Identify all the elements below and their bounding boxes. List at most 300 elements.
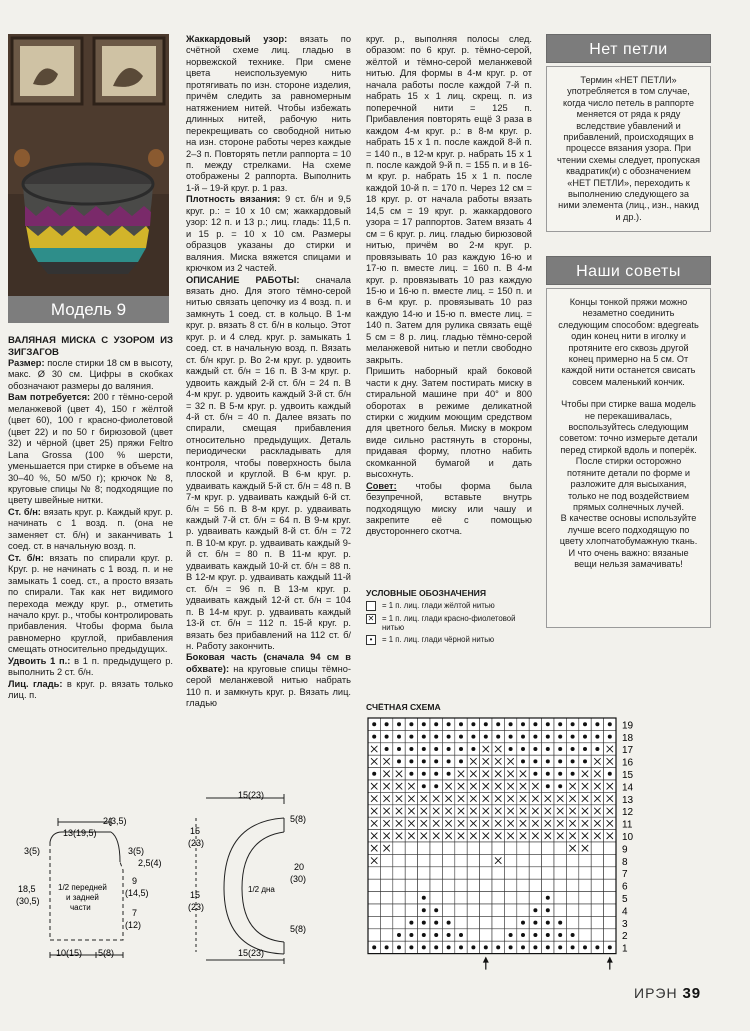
black-stitch — [533, 945, 537, 949]
dim-left-1: 15 — [190, 826, 201, 836]
size-text: после стирки 18 см в высоту, макс. Ø 30 см. Цифры в скобках обозначают размеры до валяния. — [8, 358, 173, 391]
jacquard-text: вязать по счётной схеме лиц. гладью в норвежской технике. При смене цвета неиспользуемую нить протягивать по изн. стороне изделия, причём следить за равномерным натяжением нитей. Чтобы избежать длинных нитей, рабочую нить перекрещивать со свободной нитью на изн. стороне работы через каждые 2–3 п. Повторять петли раппорта = 10 п. между стрелками. На схеме отображены 2 раппорта. Выполнить 1-й – 19-й круг. р. 1 раз. — [186, 34, 351, 193]
black-stitch — [546, 759, 550, 763]
black-stitch — [422, 759, 426, 763]
chart-cell — [579, 854, 591, 866]
black-stitch — [558, 747, 562, 751]
chart-cell — [480, 916, 492, 928]
black-stitch — [422, 945, 426, 949]
black-stitch — [521, 735, 525, 739]
black-stitch — [409, 747, 413, 751]
chart-cell — [579, 904, 591, 916]
chart-cell — [492, 904, 504, 916]
black-stitch — [459, 747, 463, 751]
chart-cell — [579, 892, 591, 904]
dim-right-2: 20 — [294, 862, 305, 872]
dim-left-1b: (23) — [188, 838, 205, 848]
chart-cell — [467, 854, 479, 866]
legend-item — [366, 601, 536, 611]
black-stitch — [558, 735, 562, 739]
black-stitch — [372, 945, 376, 949]
tips-header: Наши советы — [546, 256, 711, 285]
black-stitch — [546, 772, 550, 776]
black-stitch — [447, 747, 451, 751]
chart-cell — [566, 916, 578, 928]
instructions-label: ОПИСАНИЕ РАБОТЫ: — [186, 274, 300, 285]
chart-cell — [566, 904, 578, 916]
black-stitch — [397, 735, 401, 739]
legend-item-text: = 1 п. лиц. глади красно-фиолетовой нитью — [382, 614, 516, 632]
row-number: 6 — [622, 881, 628, 893]
chart-cell — [455, 867, 467, 879]
chart-cell — [442, 842, 454, 854]
chart-cell — [380, 879, 392, 891]
chart-cell — [579, 929, 591, 941]
chart-cell — [542, 867, 554, 879]
dim-right-1: 5(8) — [290, 814, 307, 824]
chart-cell — [455, 916, 467, 928]
black-stitch — [509, 945, 513, 949]
black-stitch — [546, 933, 550, 937]
bottom-label: 1/2 дна — [248, 885, 275, 894]
chart-cell — [554, 904, 566, 916]
row-number: 4 — [622, 906, 628, 918]
finishing-text: Пришить наборный край боковой части к дну. Затем постирать миску в стиральной машине при 40° и 800 оборотах в режиме деликатной стирки с жидким моющим средством для цветного белья. Миску в мокром виде сильно растянуть в стороны, придавая форму, плотно набить скомканной бумагой и дать высохнуть. — [366, 366, 532, 480]
black-stitch — [595, 722, 599, 726]
chart-cell — [442, 879, 454, 891]
black-stitch — [397, 945, 401, 949]
black-stitch — [533, 747, 537, 751]
dim-width: 13(19,5) — [63, 828, 97, 838]
black-stitch — [583, 945, 587, 949]
dim-bottom-1: 10(15) — [56, 948, 83, 958]
tip-3: В качестве основы используйте лучше всего подходящую по цвету хлопчатобумажную ткань. И что очень важно: вязаные вещи нельзя замачивать! — [559, 513, 698, 569]
black-stitch — [422, 784, 426, 788]
chart-cell — [368, 916, 380, 928]
side-schematic — [8, 810, 178, 960]
chart-cell — [529, 892, 541, 904]
black-stitch — [521, 945, 525, 949]
dim-right-2b: (30) — [290, 874, 307, 884]
legend — [366, 588, 536, 648]
chart-cell — [517, 854, 529, 866]
chart-cell — [455, 904, 467, 916]
black-stitch — [434, 735, 438, 739]
chart-cell — [566, 867, 578, 879]
chart-cell — [405, 854, 417, 866]
dim-bottom-2: 5(8) — [98, 948, 115, 958]
chart-cell — [492, 929, 504, 941]
chart-cell — [579, 916, 591, 928]
chart-cell — [368, 879, 380, 891]
chart-cell — [368, 904, 380, 916]
chart-cell — [579, 867, 591, 879]
chart-cell — [529, 879, 541, 891]
black-stitch — [484, 722, 488, 726]
black-stitch — [558, 722, 562, 726]
black-stitch — [397, 933, 401, 937]
black-stitch — [447, 722, 451, 726]
schematic-label-2: и задней — [66, 893, 99, 902]
black-stitch — [385, 945, 389, 949]
black-stitch — [397, 759, 401, 763]
chart-cell — [480, 879, 492, 891]
black-stitch — [509, 722, 513, 726]
counting-chart — [366, 716, 656, 976]
black-stitch — [471, 735, 475, 739]
row-number: 15 — [622, 770, 634, 781]
chart-cell — [517, 904, 529, 916]
dim-right-top: 3(5) — [128, 846, 145, 856]
side-part-continued: круг. р., выполняя полосы след. образом: по 6 круг. р. тёмно-серой, жёлтой и тёмно-серой меланжевой нитью. Для формы в 4-м круг. р. от начала работы после каждой 7-й п. набрать 15 х 1 лиц. скрещ. п. из поперечной нити = 125 п. Прибавления повторять ещё 3 раза в каждом 4-м круг. р.: в 8-м круг. р. набрать 15 х 1 п. после каждой 8-й п. = 140 п., в 12-м круг. р. набрать 15 х 1 п. после каждой 9-й п. = 155 п. и в 16-м круг. р. набрать 15 х 1 п. после каждой 10-й п. = 170 п. Через 12 см = 18 круг. р. от начала работы вязать 14,5 см = 19 круг. р. жаккардового узора = 17 раппортов. Затем вязать 4 см = 6 круг. р. лиц. гладью бирюзовой нитью, причём во 2-м круг. р. провязывать 10 раз каждую 16-ю и 17-ю п. вместе лиц. = 160 п. В 4-м круг. р. провязывать 10 раз каждую 15-ю и 16-ю п. вместе лиц. = 150 п. и в 6-м круг. р. провязывать 10 раз каждую 14-ю и 15-ю п. вместе лиц. = 140 п. Затем для рулика связать ещё 5 см = 8 р. лиц. гладью тёмно-серой меланжевой нитью и петли свободно закрыть. — [366, 34, 532, 365]
stockinette-label: Лиц. гладь: — [8, 678, 63, 689]
chart-cell — [591, 892, 603, 904]
black-stitch — [471, 722, 475, 726]
black-stitch — [422, 722, 426, 726]
black-stitch — [422, 772, 426, 776]
chart-cell — [504, 867, 516, 879]
black-stitch — [496, 722, 500, 726]
black-stitch — [422, 908, 426, 912]
chart-cell — [467, 842, 479, 854]
gauge-text: 9 ст. б/н и 9,5 круг. р.: = 10 х 10 см; жаккардовый узор: 12 п. и 13 р.; лиц. гладь: 11,5 п. и 15 р. = 10 х 10 см. Размеры образцов указаны до стирки и валяния. Миска вяжется спицами и крючком из 2 частей. — [186, 194, 352, 274]
dim-height: 18,5 — [18, 884, 36, 894]
black-stitch — [422, 896, 426, 900]
column-1 — [8, 335, 173, 702]
page-number: 39 — [682, 985, 702, 1002]
dim-mid-2: (14,5) — [125, 888, 149, 898]
chart-cell — [579, 879, 591, 891]
chart-cell — [430, 879, 442, 891]
black-stitch — [533, 933, 537, 937]
chart-cell — [554, 842, 566, 854]
chart-cell — [517, 867, 529, 879]
black-stitch — [471, 945, 475, 949]
chart-cell — [430, 892, 442, 904]
black-stitch — [447, 772, 451, 776]
chart-cell — [418, 842, 430, 854]
black-stitch — [397, 722, 401, 726]
chart-cell — [380, 892, 392, 904]
cross-cell-icon: ✕ — [367, 614, 375, 623]
chart-cell — [492, 842, 504, 854]
black-stitch — [372, 772, 376, 776]
row-number: 14 — [622, 782, 634, 794]
chart-title: СЧЁТНАЯ СХЕМА — [366, 702, 441, 712]
chart-cell — [442, 904, 454, 916]
black-stitch — [409, 772, 413, 776]
black-stitch — [546, 921, 550, 925]
row-number: 9 — [622, 844, 628, 856]
row-number: 10 — [622, 832, 634, 843]
dim-height-2: (30,5) — [16, 896, 40, 906]
chart-cell — [467, 892, 479, 904]
chart-cell — [480, 929, 492, 941]
chart-cell — [393, 904, 405, 916]
chart-cell — [480, 842, 492, 854]
size-label: Размер: — [8, 358, 45, 368]
chart-cell — [480, 867, 492, 879]
black-stitch — [546, 945, 550, 949]
black-stitch — [434, 772, 438, 776]
chart-cell — [604, 879, 616, 891]
no-stitch-header: Нет петли — [546, 34, 711, 63]
instructions-text: сначала вязать дно. Для этого тёмно-серой нитью связать цепочку из 4 возд. п. и замкнуть 1 соед. ст. в кольцо. В 1-м круг. р. вязать 8 ст. б/н в кольцо. Этот круг. р. и 4 след. круг. р. замыкать 1 соед. ст. в начальную возд. п. Вязать ст. б/н круг. р. Во 2-м круг. р. удвоить каждый ст. б/н = 16 п. В 3-м круг. р. удвоить каждый 2-й ст. б/н = 24 п. В 4-м круг. р. удвоить каждый 3-й ст. б/н = 32 п. В 5-м круг. р. удвоить каждый 4-й ст. б/н = 40 п. Далее вязать по спирали, смещая прибавления относительно предыдущих. Деталь периодически раскладывать для контроля, чтобы поверхность была плоской и круглой. В 6-м круг. р. удваивать каждый 5-й ст. б/н = 48 п. В 7-м круг. р. удваивать каждый 6-й ст. б/н = 56 п. В 8-м круг. р. удваивать каждый 7-й ст. б/н = 64 п. В 9-м круг. р. удваивать каждый 8-й ст. б/н = 72 п. В 10-м круг. р. удваивать каждый 9-й ст. б/н = 80 п. В 11-м круг. р. удваивать каждый 10-й ст. б/н = 88 п. В 12-м круг. р. удваивать каждый 11-й ст. б/н = 96 п. В 13-м круг. р. удваивать каждый 12-й ст. б/н = 104 п. В 14-м круг. р. удваивать каждый 13-й ст. б/н = 112 п. 15-й круг. р. вязать без прибавлений на 112 ст. б/н. Работу закончить. — [186, 274, 351, 652]
row-number: 3 — [622, 918, 628, 930]
chart-cell — [380, 916, 392, 928]
repeat-arrowhead — [483, 957, 489, 963]
chart-cell — [393, 916, 405, 928]
black-stitch — [571, 945, 575, 949]
chart-cell — [467, 867, 479, 879]
chart-cell — [405, 842, 417, 854]
row-number: 13 — [622, 794, 634, 806]
chart-cell — [418, 879, 430, 891]
row-number: 19 — [622, 720, 634, 732]
dim-top: 15(23) — [238, 790, 265, 800]
chart-cell — [467, 929, 479, 941]
chart-cell — [554, 867, 566, 879]
chart-cell — [504, 879, 516, 891]
chart-cell — [591, 854, 603, 866]
black-stitch — [571, 747, 575, 751]
chart-cell — [380, 904, 392, 916]
chart-cell — [442, 854, 454, 866]
black-stitch — [434, 747, 438, 751]
chart-cell — [467, 904, 479, 916]
sc-spiral-text: вязать по спирали круг. р. Круг. р. не начинать с 1 возд. п. и не замыкать 1 соед. ст., а просто вязать по спирали. Так как нет видимого перехода между круг. р., отметить начало круг. р., чтобы контролировать прибавления. Чтобы форма была равномерно круглой, прибавления смещать относительно предыдущих. — [8, 552, 174, 655]
black-stitch — [496, 945, 500, 949]
black-stitch — [471, 747, 475, 751]
repeat-arrowhead — [607, 957, 613, 963]
chart-cell — [492, 867, 504, 879]
black-stitch — [533, 772, 537, 776]
chart-cell — [368, 867, 380, 879]
materials-label: Вам потребуется: — [8, 392, 91, 403]
article-title: ВАЛЯНАЯ МИСКА С УЗОРОМ ИЗ ЗИГЗАГОВ — [8, 335, 173, 358]
schematic-label: 1/2 передней — [58, 883, 107, 892]
sc-label: Ст. б/н: — [8, 506, 41, 517]
black-stitch — [459, 722, 463, 726]
sc-spiral-label: Ст. б/н: — [8, 552, 44, 563]
black-stitch — [558, 945, 562, 949]
column-3 — [366, 34, 532, 538]
tip-label: Совет: — [366, 480, 397, 491]
chart-cell — [566, 879, 578, 891]
jacquard-label: Жаккардовый узор: — [186, 34, 288, 44]
dim-mid: 9 — [132, 876, 138, 886]
page-footer — [634, 985, 701, 1002]
black-stitch — [422, 735, 426, 739]
black-stitch — [434, 722, 438, 726]
dim-right-3: 5(8) — [290, 924, 307, 934]
black-stitch — [533, 722, 537, 726]
black-stitch — [409, 759, 413, 763]
chart-cell — [480, 892, 492, 904]
chart-cell — [591, 916, 603, 928]
black-stitch — [533, 908, 537, 912]
legend-item-text: = 1 п. лиц. глади жёлтой нитью — [382, 601, 495, 610]
dim-right-2: 2,5(4) — [138, 858, 162, 868]
black-stitch — [509, 735, 513, 739]
black-stitch — [558, 784, 562, 788]
row-number: 16 — [622, 757, 634, 769]
bowl-illustration — [8, 34, 169, 323]
black-stitch — [409, 945, 413, 949]
black-stitch — [583, 747, 587, 751]
black-stitch — [409, 921, 413, 925]
black-stitch — [546, 784, 550, 788]
chart-cell — [393, 892, 405, 904]
chart-cell — [517, 892, 529, 904]
chart-cell — [455, 854, 467, 866]
chart-cell — [467, 879, 479, 891]
black-stitch — [546, 722, 550, 726]
chart-cell — [591, 842, 603, 854]
chart-cell — [418, 867, 430, 879]
black-stitch — [521, 759, 525, 763]
black-stitch — [608, 772, 612, 776]
chart-cell — [529, 842, 541, 854]
chart-cell — [467, 916, 479, 928]
empty-cell-icon — [366, 601, 376, 611]
chart-cell — [604, 867, 616, 879]
chart-cell — [604, 854, 616, 866]
chart-cell — [455, 842, 467, 854]
black-stitch — [434, 921, 438, 925]
chart-cell — [604, 892, 616, 904]
dim-right-low-2: (12) — [125, 920, 142, 930]
black-stitch — [409, 722, 413, 726]
black-stitch — [385, 735, 389, 739]
chart-cell — [591, 867, 603, 879]
black-stitch — [521, 933, 525, 937]
row-number: 2 — [622, 931, 628, 943]
chart-cell — [430, 842, 442, 854]
chart-cell — [517, 842, 529, 854]
chart-cell — [442, 892, 454, 904]
gauge-label: Плотность вязания: — [186, 194, 281, 205]
chart-cell — [566, 854, 578, 866]
black-stitch — [546, 896, 550, 900]
dim-top: 2(3,5) — [103, 816, 127, 826]
black-stitch — [571, 933, 575, 937]
black-stitch — [533, 921, 537, 925]
black-stitch — [558, 759, 562, 763]
row-number: 8 — [622, 856, 628, 868]
tip-text: чтобы форма была безупречной, вставьте внутрь подходящую миску или чашу и закрепите её с помощью двустороннего скотча. — [366, 480, 532, 537]
black-stitch — [533, 759, 537, 763]
chart-cell — [554, 854, 566, 866]
chart-cell — [405, 879, 417, 891]
black-stitch — [558, 772, 562, 776]
chart-cell — [442, 867, 454, 879]
dim-left-top: 3(5) — [24, 846, 41, 856]
chart-cell — [504, 842, 516, 854]
tips-box — [546, 288, 711, 628]
model-photo — [8, 34, 169, 323]
tip-2: Чтобы при стирке ваша модель не перекашивалась, воспользуйтесь следующим советом: точно измерьте детали перед стиркой вдоль и поперёк. После стирки осторожно потяните детали по форме и разложите для высыхания, только не под воздействием прямых солнечных лучей. — [559, 399, 698, 512]
black-stitch — [595, 747, 599, 751]
black-stitch — [583, 759, 587, 763]
chart-cell — [504, 854, 516, 866]
black-stitch — [496, 735, 500, 739]
chart-cell — [380, 929, 392, 941]
black-stitch — [447, 921, 451, 925]
chart-cell — [504, 916, 516, 928]
tip-1: Концы тонкой пряжи можно незаметно соединить следующим способом: вдеgreatь один конец нити в иголку и протяните его сквозь другой конец примерно на 5 см. От каждой нити останется свисать совсем маленький кончик. — [558, 297, 699, 387]
chart-cell — [591, 879, 603, 891]
chart-cell — [418, 854, 430, 866]
chart-cell — [455, 892, 467, 904]
chart-cell — [455, 879, 467, 891]
black-stitch — [372, 722, 376, 726]
stockinette-text: в круг. р. вязать только лиц. п. — [8, 678, 173, 701]
black-stitch — [484, 735, 488, 739]
black-stitch — [571, 735, 575, 739]
black-stitch — [583, 722, 587, 726]
sc-text: вязать круг. р. Каждый круг. р. начинать с 1 возд. п. (она не заменяет ст. б/н) и заканчивать 1 соед. ст. в начальную возд. п. — [8, 506, 173, 552]
black-stitch — [484, 945, 488, 949]
chart-cell — [554, 879, 566, 891]
black-stitch — [546, 735, 550, 739]
brand: ИРЭН — [634, 985, 678, 1001]
black-stitch — [422, 933, 426, 937]
chart-cell — [405, 892, 417, 904]
row-number: 18 — [622, 732, 634, 744]
side-part-label: Боковая часть (сначала 94 см в обхвате): — [186, 652, 351, 674]
chart-cell — [529, 854, 541, 866]
black-stitch — [521, 722, 525, 726]
dim-left-2: 15 — [190, 890, 201, 900]
increase-label: Удвоить 1 п.: — [8, 655, 71, 666]
schematic-label-3: части — [70, 903, 91, 912]
chart-cell — [604, 929, 616, 941]
chart-cell — [604, 916, 616, 928]
black-stitch — [447, 759, 451, 763]
black-stitch — [459, 945, 463, 949]
black-stitch — [422, 921, 426, 925]
dim-left-2b: (23) — [188, 902, 205, 912]
row-number: 12 — [622, 807, 634, 819]
chart-cell — [368, 929, 380, 941]
black-stitch — [434, 784, 438, 788]
black-stitch — [583, 735, 587, 739]
black-stitch — [422, 747, 426, 751]
chart-cell — [542, 879, 554, 891]
no-stitch-text: Термин «НЕТ ПЕТЛИ» употребляется в том случае, когда число петель в раппорте меняется от ряда к ряду вследствие убавлений и прибавлений, происходящих в процессе вязания узора. При чтении схемы следует, пропуская квадратик(и) с обозначением «НЕТ ПЕТЛИ», переходить к выполнению следующего за ними элемента (лиц., изн., накид и др.). — [557, 75, 700, 222]
no-stitch-box — [546, 66, 711, 232]
black-stitch — [385, 747, 389, 751]
black-stitch — [558, 933, 562, 937]
chart-cell — [542, 854, 554, 866]
chart-cell — [492, 916, 504, 928]
black-stitch — [434, 945, 438, 949]
chart-cell — [405, 867, 417, 879]
chart-cell — [480, 904, 492, 916]
chart-cell — [393, 842, 405, 854]
black-stitch — [434, 933, 438, 937]
black-stitch — [434, 759, 438, 763]
chart-cell — [529, 867, 541, 879]
column-2 — [186, 34, 351, 710]
bottom-schematic — [186, 784, 366, 964]
black-stitch — [533, 735, 537, 739]
black-stitch — [459, 759, 463, 763]
chart-cell — [405, 904, 417, 916]
black-stitch — [571, 772, 575, 776]
chart-cell — [566, 892, 578, 904]
